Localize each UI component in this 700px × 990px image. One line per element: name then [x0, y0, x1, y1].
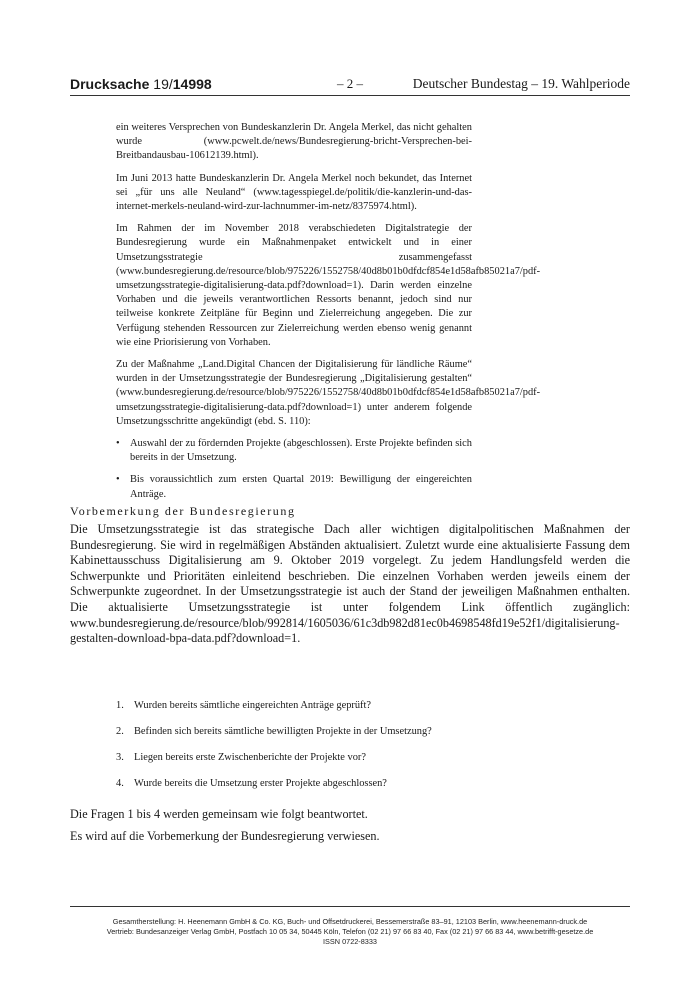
- list-item: • Auswahl der zu fördernden Projekte (abgeschlossen). Erste Projekte befinden sich bereits in der Umsetzung.: [116, 438, 472, 464]
- vorbemerkung-text: Die Umsetzungsstrategie ist das strategische Dach aller wichtigen digitalpolitischen Maßnahmen der Bundesregierung. Sie wird in regelmäßigen Abständen aktualisiert. Zuletzt wurde eine aktualisierte Fassung dem Kabinettausschuss Digitalisierung am 9. Oktober 2019 vorgelegt. Zu jedem Handlungsfeld werden die Schwerpunkte und Prioritäten einleitend beschrieben. Die einzelnen Vorhaben werden jeweils einem der Schwerpunkte zugeordnet. In der Umsetzungsstrategie ist auch der Stand der jeweiligen Maßnahmen enthalten. Die aktualisierte Umsetzungsstrategie ist unter folgendem Link öffentlich zugänglich: www.bundesregierung.de/resource/blob/992814/1605036/61c3db982d81ec0b4698548fd19e52f1/digitalisierung-gestalten-download-bpa-data.pdf?download=1.: [70, 522, 630, 646]
- preamble-paragraph: ein weiteres Versprechen von Bundeskanzlerin Dr. Angela Merkel, das nicht gehalten wurde (www.pcwelt.de/news/Bundesregierung-bricht-Versprechen-bei-Breitbandausbau-10612139.html).: [116, 122, 472, 162]
- section-heading: Vorbemerkung der Bundesregierung: [70, 504, 296, 518]
- measure-steps-list: [116, 437, 472, 502]
- list-item: • Bis voraussichtlich zum ersten Quartal 2019: Bewilligung der eingereichten Anträge.: [116, 474, 472, 500]
- bullet-icon: •: [116, 438, 120, 450]
- list-item: 2. Befinden sich bereits sämtliche bewilligten Projekte in der Umsetzung?: [116, 726, 432, 737]
- document-number: Drucksache 19/14998: [70, 76, 212, 92]
- preamble-paragraph: Im Juni 2013 hatte Bundeskanzlerin Dr. Angela Merkel noch bekundet, das Internet sei „für uns alle Neuland“ (www.tagesspiegel.de/politik/die-kanzlerin-und-das-internet-merkels-neuland-wird-zur-lachnummer-im-netz/8375974.html).: [116, 172, 472, 213]
- list-item: 1. Wurden bereits sämtliche eingereichten Anträge geprüft?: [116, 700, 372, 711]
- answer-block: [70, 804, 630, 847]
- list-item: 4. Wurde bereits die Umsetzung erster Projekte abgeschlossen?: [116, 778, 387, 789]
- bullet-icon: •: [116, 474, 120, 486]
- list-item: 3. Liegen bereits erste Zwischenberichte der Projekte vor?: [116, 752, 366, 763]
- answer-paragraph: Es wird auf die Vorbemerkung der Bundesregierung verwiesen.: [70, 828, 380, 843]
- page-header: [70, 70, 630, 96]
- footer-line: Vertrieb: Bundesanzeiger Verlag GmbH, Postfach 10 05 34, 50445 Köln, Telefon (02 21) 97 66 83 40, Fax (02 21) 97 66 83 44, www.betrifft-gesetze.de: [106, 927, 594, 936]
- preamble-paragraph: Zu der Maßnahme „Land.Digital Chancen der Digitalisierung für ländliche Räume“ wurden in der Umsetzungsstrategie der Bundesregierung „Digitalisierung gestalten“ (www.bundesregierung.de/resource/blob/975226/1552758/40d8b01b0dfdcf854e1d58afb85021a7/pdf-umsetzungsstrategie-digitalisierung-data.pdf?download=1) unter anderem folgende Umsetzungsschritte angekündigt (ebd. S. 110):: [116, 359, 541, 427]
- answer-paragraph: Die Fragen 1 bis 4 werden gemeinsam wie folgt beantwortet.: [70, 807, 368, 821]
- page-number: – 2 –: [337, 76, 363, 91]
- question-list: [116, 700, 556, 804]
- parliament-period: Deutscher Bundestag – 19. Wahlperiode: [412, 76, 630, 91]
- footer-line: Gesamtherstellung: H. Heenemann GmbH & Co. KG, Buch- und Offsetdruckerei, Bessemerstraße 83–91, 12103 Berlin, www.heenemann-druck.de: [112, 917, 588, 926]
- footer-line: ISSN 0722-8333: [323, 937, 377, 946]
- question-preamble: [116, 121, 541, 510]
- preamble-paragraph: Im Rahmen der im November 2018 verabschiedeten Digitalstrategie der Bundesregierung wurde ein Maßnahmenpaket entwickelt und in einer Umsetzungsstrategie zusammengefasst (www.bundesregierung.de/resource/blob/975226/1552758/40d8b01b0dfdcf854e1d58afb85021a7/pdf-umsetzungsstrategie-digitalisierung-data.pdf?download=1). Darin werden einzelne Vorhaben und die jeweils verantwortlichen Ressorts benannt, jedoch sind nur teilweise konkrete Zeitpläne für Beginn und Zielerreichung angegeben. Die zur Verfügung stehenden Ressourcen zur Zielerreichung werden ebenso wenig genannt wie eine Priorisierung von Vorhaben.: [116, 223, 541, 348]
- page-footer: [70, 906, 630, 947]
